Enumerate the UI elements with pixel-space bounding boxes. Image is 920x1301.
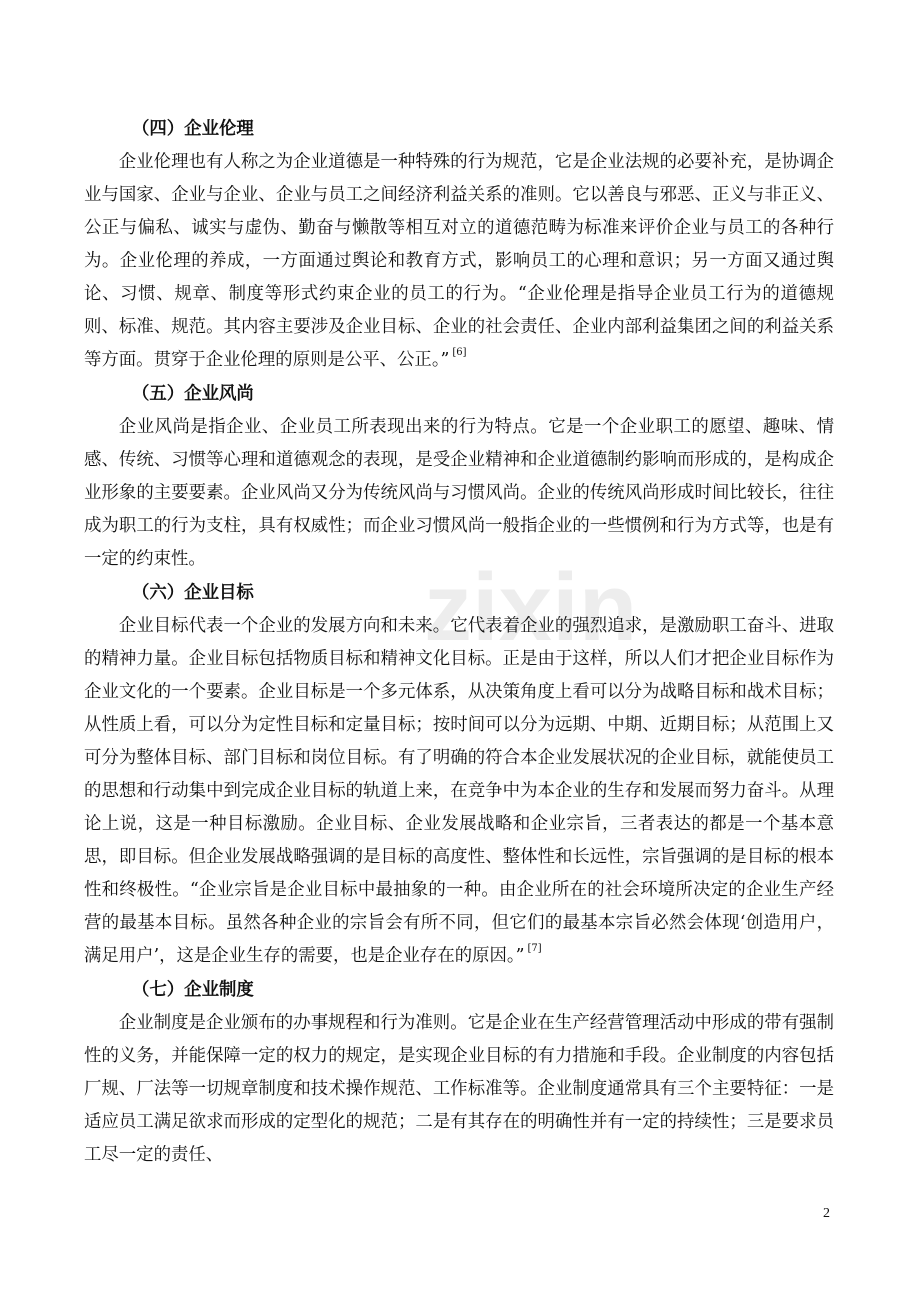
section-paragraph-ethics <box>84 146 834 377</box>
citation-ref: [7] <box>527 943 542 954</box>
section-paragraph-goals <box>84 610 834 973</box>
section-paragraph-custom: 企业风尚是指企业、企业员工所表现出来的行为特点。它是一个企业职工的愿望、趣味、情感、传统、习惯等心理和道德观念的表现，是受企业精神和企业道德制约影响而形成的，是构成企业形象的主要要素。企业风尚又分为传统风尚与习惯风尚。企业的传统风尚形成时间比较长，往往成为职工的行为支柱，具有权威性；而企业习惯风尚一般指企业的一些惯例和行为方式等，也是有一定的约束性。 <box>84 417 834 569</box>
section-paragraph-system: 企业制度是企业颁布的办事规程和行为准则。它是企业在生产经营管理活动中形成的带有强制性的义务，并能保障一定的权力的规定，是实现企业目标的有力措施和手段。企业制度的内容包括厂规、厂法等一切规章制度和技术操作规范、工作标准等。企业制度通常具有三个主要特征：一是适应员工满足欲求而形成的定型化的规范；二是有其存在的明确性并有一定的持续性；三是要求员工尽一定的责任、 <box>84 1013 834 1165</box>
paragraph-text: 企业目标代表一个企业的发展方向和未来。它代表着企业的强烈追求，是激励职工奋斗、进取的精神力量。企业目标包括物质目标和精神文化目标。正是由于这样，所以人们才把企业目标作为企业文化的一个要素。企业目标是一个多元体系，从决策角度上看可以分为战略目标和战术目标；从性质上看，可以分为定性目标和定量目标；按时间可以分为远期、中期、近期目标；从范围上又可分为整体目标、部门目标和岗位目标。有了明确的符合本企业发展状况的企业目标，就能使员工的思想和行动集中到完成企业目标的轨道上来，在竞争中为本企业的生存和发展而努力奋斗。从理论上说，这是一种目标激励。企业目标、企业发展战略和企业宗旨，三者表达的都是一个基本意思，即目标。但企业发展战略强调的是目标的高度性、整体性和长远性，宗旨强调的是目标的根本性和终极性。“企业宗旨是企业目标中最抽象的一种。由企业所在的社会环境所决定的企业生产经营的最基本目标。虽然各种企业的宗旨会有所不同，但它们的最基本宗旨必然会体现‘创造用户，满足用户’，这是企业生存的需要，也是企业存在的原因。” <box>84 616 834 966</box>
page-number: 2 <box>823 1206 830 1221</box>
paragraph-text: 企业伦理也有人称之为企业道德是一种特殊的行为规范，它是企业法规的必要补充，是协调企业与国家、企业与企业、企业与员工之间经济利益关系的准则。它以善良与邪恶、正义与非正义、公正与偏私、诚实与虚伪、勤奋与懒散等相互对立的道德范畴为标准来评价企业与员工的各种行为。企业伦理的养成，一方面通过舆论和教育方式，影响员工的心理和意识；另一方面又通过舆论、习惯、规章、制度等形式约束企业的员工的行为。“企业伦理是指导企业员工行为的道德规则、标准、规范。其内容主要涉及企业目标、企业的社会责任、企业内部利益集团之间的利益关系等方面。贯穿于企业伦理的原则是公平、公正。” <box>84 152 834 370</box>
document-body <box>84 112 834 1172</box>
section-title-goals: （六）企业目标 <box>132 583 254 603</box>
svg-text:zixin: zixin <box>424 554 638 661</box>
citation-ref: [6] <box>452 347 467 358</box>
section-title-custom: （五）企业风尚 <box>132 384 254 404</box>
section-title-ethics: （四）企业伦理 <box>132 119 254 139</box>
section-title-system: （七）企业制度 <box>132 980 254 1000</box>
